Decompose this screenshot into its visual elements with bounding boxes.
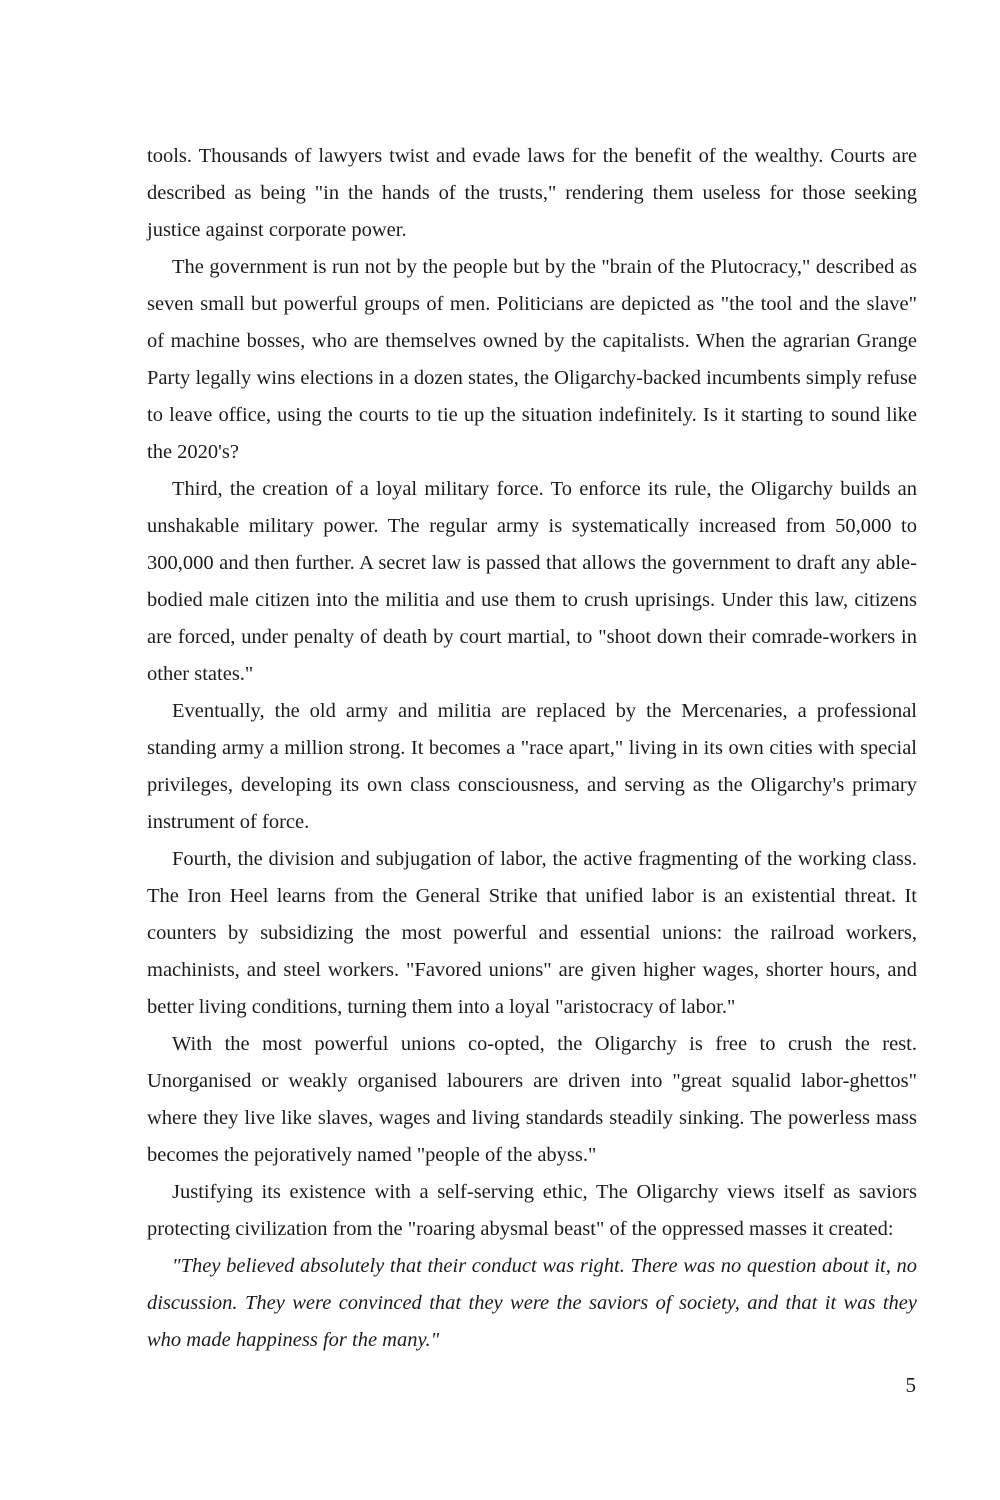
paragraph-justification: Justifying its existence with a self-serving ethic, The Oligarchy views itself as saviors protecting civilization from the "roaring abysmal beast" of the oppressed masses it created: — [147, 1181, 917, 1240]
paragraph-labor-ghettos: With the most powerful unions co-opted, the Oligarchy is free to crush the rest. Unorganised or weakly organised labourers are driven into "great squalid labor-ghettos" where they live like slaves, wages and living standards steadily sinking. The powerless mass becomes the pejoratively named "people of the abyss." — [147, 1033, 917, 1166]
paragraph-government: The government is run not by the people but by the "brain of the Plutocracy," described as seven small but powerful groups of men. Politicians are depicted as "the tool and the slave" of machine bosses, who are themselves owned by the capitalists. When the agrarian Grange Party legally wins elections in a dozen states, the Oligarchy-backed incumbents simply refuse to leave office, using the courts to tie up the situation indefinitely. Is it starting to sound like the 2020's? — [147, 256, 917, 463]
paragraph-labor-division: Fourth, the division and subjugation of labor, the active fragmenting of the working class. The Iron Heel learns from the General Strike that unified labor is an existential threat. It counters by subsidizing the most powerful and essential unions: the railroad workers, machinists, and steel workers. "Favored unions" are given higher wages, shorter hours, and better living conditions, turning them into a loyal "aristocracy of labor." — [147, 848, 917, 1018]
paragraph-military: Third, the creation of a loyal military force. To enforce its rule, the Oligarchy builds an unshakable military power. The regular army is systematically increased from 50,000 to 300,000 and then further. A secret law is passed that allows the government to draft any able-bodied male citizen into the militia and use them to crush uprisings. Under this law, citizens are forced, under penalty of death by court martial, to "shoot down their comrade-workers in other states." — [147, 478, 917, 685]
paragraph-mercenaries: Eventually, the old army and militia are replaced by the Mercenaries, a professional standing army a million strong. It becomes a "race apart," living in its own cities with special privileges, developing its own class consciousness, and serving as the Oligarchy's primary instrument of force. — [147, 700, 917, 833]
paragraph-courts: tools. Thousands of lawyers twist and evade laws for the benefit of the wealthy. Courts are described as being "in the hands of the trusts," rendering them useless for those seeking justice against corporate power. — [147, 145, 917, 241]
page-number: 5 — [905, 1373, 916, 1397]
block-quote: "They believed absolutely that their conduct was right. There was no question about it, no discussion. They were convinced that they were the saviors of society, and that it was they who made happiness for the many." — [147, 1255, 917, 1351]
page-body — [147, 138, 917, 1359]
